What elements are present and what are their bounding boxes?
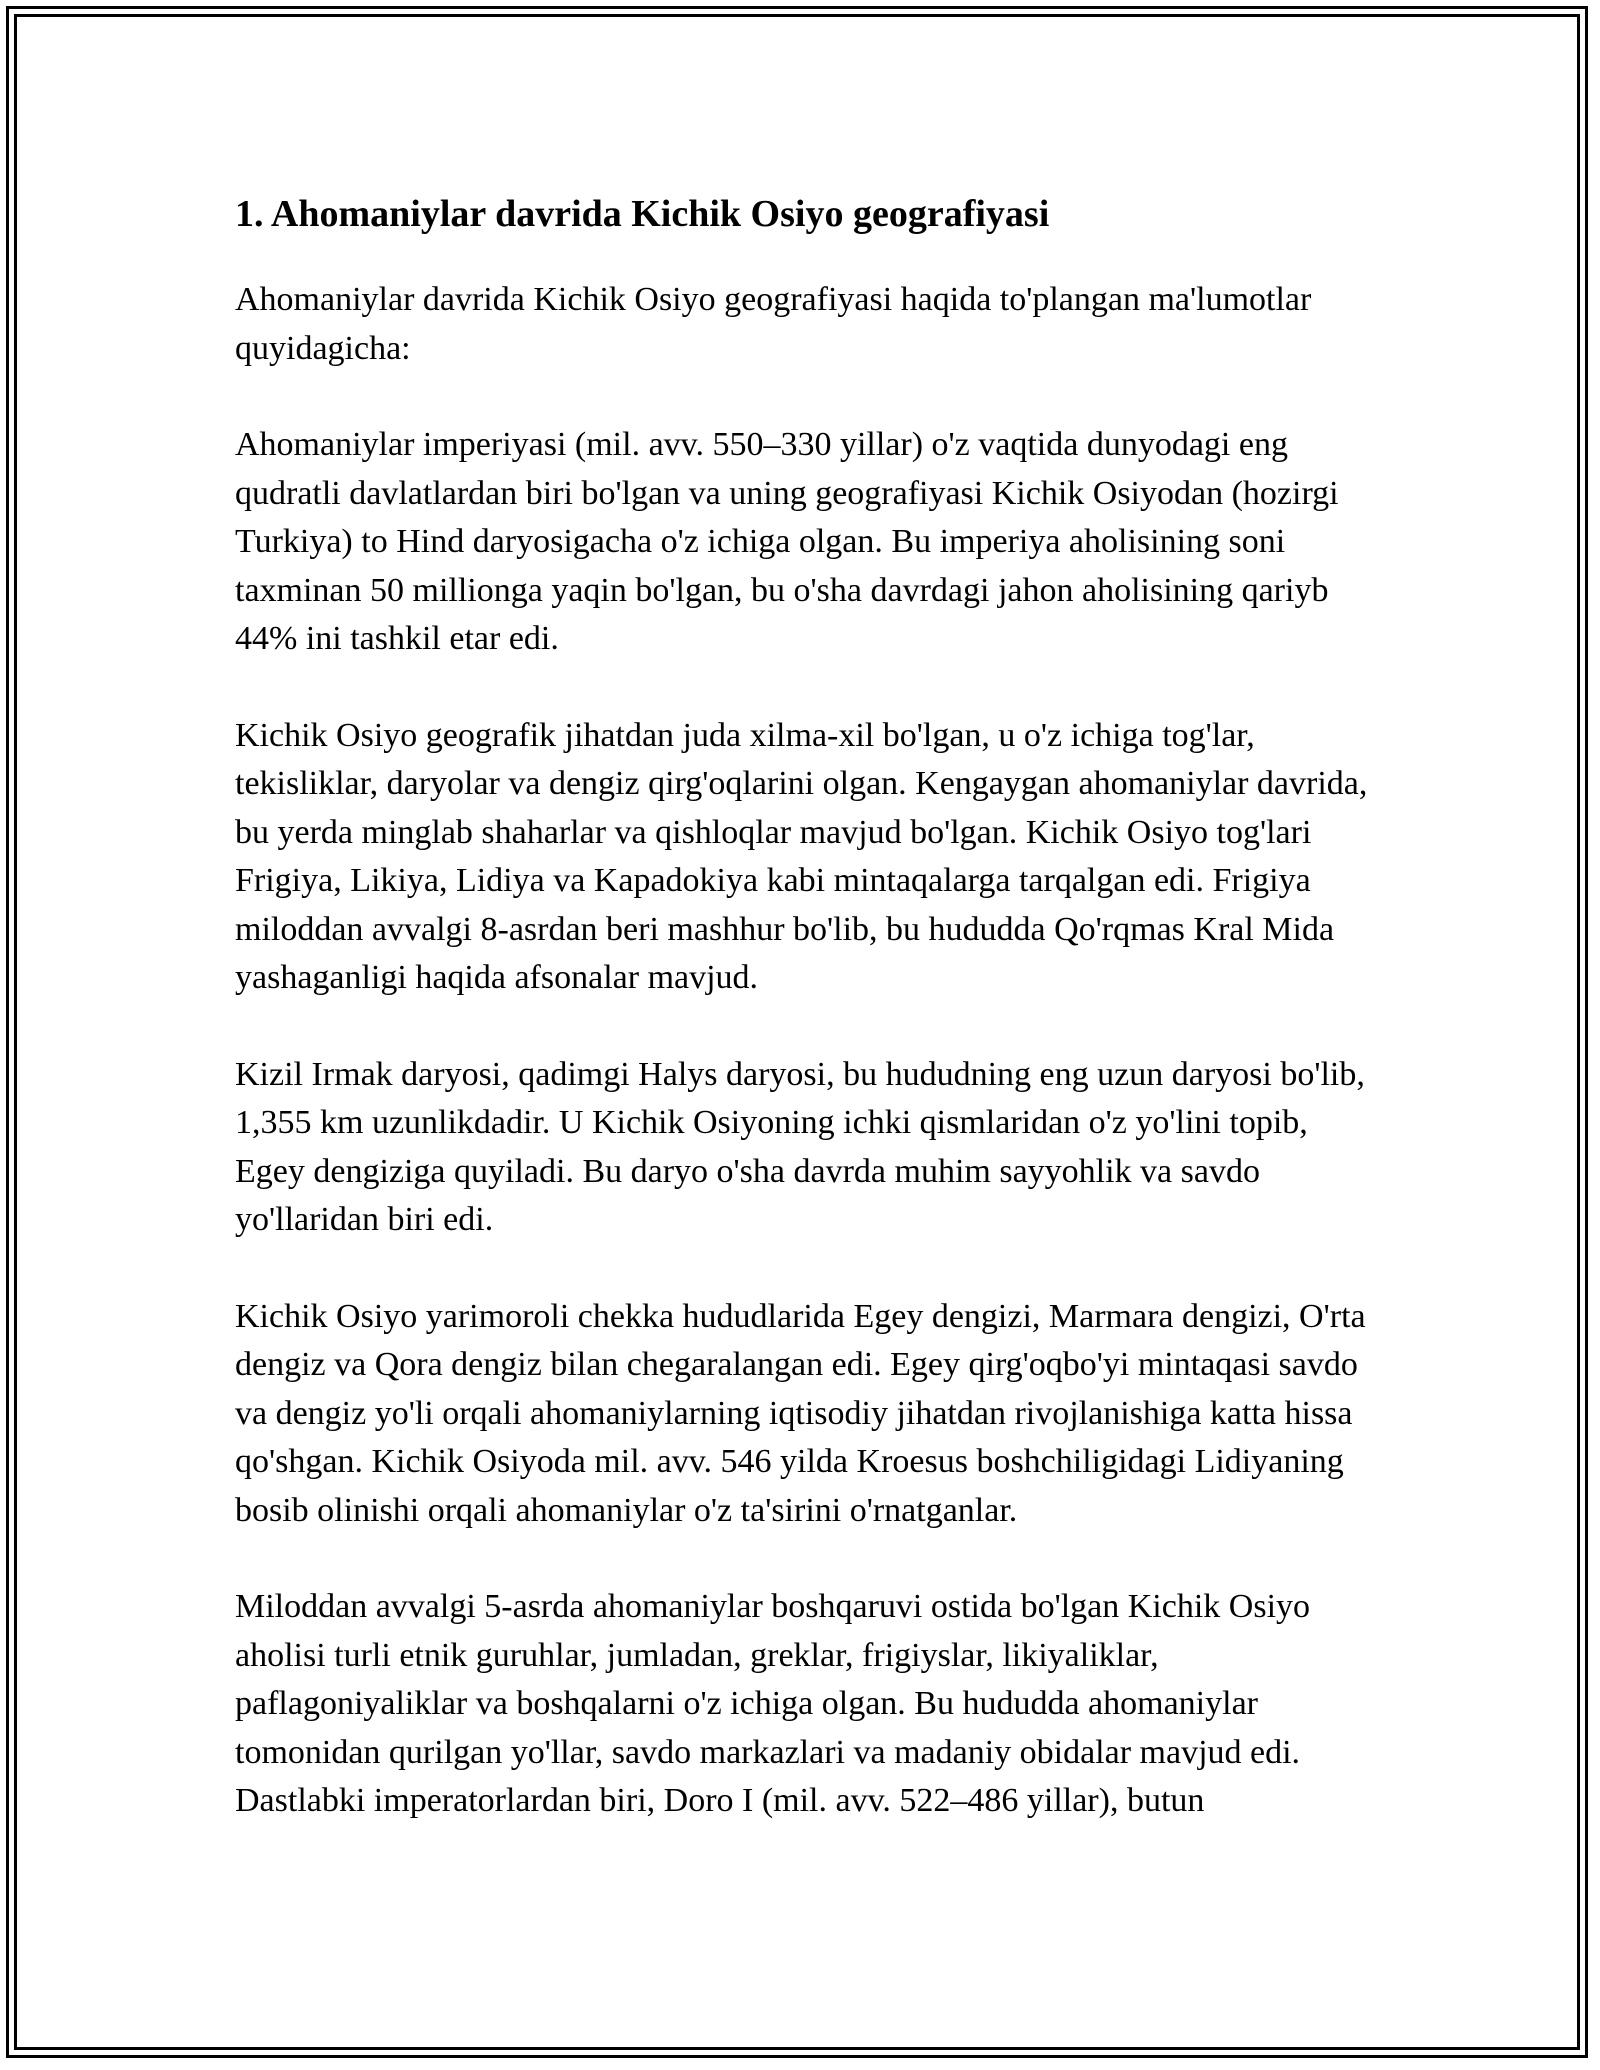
paragraph-river: Kizil Irmak daryosi, qadimgi Halys daryosi, bu hududning eng uzun daryosi bo'lib, 1,355 km uzunlikdadir. U Kichik Osiyoning ichki qismlaridan o'z yo'lini topib, Egey dengiziga quyiladi. Bu daryo o'sha davrda muhim sayyohlik va savdo yo'llaridan biri edi. <box>235 1055 1365 1238</box>
paragraph-population: Miloddan avvalgi 5-asrda ahomaniylar boshqaruvi ostida bo'lgan Kichik Osiyo aholisi turli etnik guruhlar, jumladan, greklar, frigiyslar, likiyaliklar, paflagoniyaliklar va boshqalarni o'z ichiga olgan. Bu hududda ahomaniylar tomonidan qurilgan yo'llar, savdo markazlari va madaniy obidalar mavjud edi. Dastlabki imperatorlardan biri, Doro I (mil. avv. 522–486 yillar), butun <box>235 1588 1311 1819</box>
paragraph-geography: Kichik Osiyo geografik jihatdan juda xilma-xil bo'lgan, u o'z ichiga tog'lar, tekisliklar, daryolar va dengiz qirg'oqlarini olgan. Kengaygan ahomaniylar davrida, bu yerda minglab shaharlar va qishloqlar mavjud bo'lgan. Kichik Osiyo tog'lari Frigiya, Likiya, Lidiya va Kapadokiya kabi mintaqalarga tarqalgan edi. Frigiya miloddan avvalgi 8-asrdan beri mashhur bo'lib, bu hududda Qo'rqmas Kral Mida yashaganligi haqida afsonalar mavjud. <box>235 716 1368 996</box>
page-title: 1. Ahomaniylar davrida Kichik Osiyo geografiyasi <box>235 193 1050 235</box>
paragraph-intro: Ahomaniylar davrida Kichik Osiyo geografiyasi haqida to'plangan ma'lumotlar quyidagicha: <box>235 281 1312 367</box>
document-body <box>235 184 1375 1874</box>
paragraph-seas: Kichik Osiyo yarimoroli chekka hududlarida Egey dengizi, Marmara dengizi, O'rta dengiz va Qora dengiz bilan chegaralangan edi. Egey qirg'oqbo'yi mintaqasi savdo va dengiz yo'li orqali ahomaniylarning iqtisodiy jihatdan rivojlanishiga katta hissa qo'shgan. Kichik Osiyoda mil. avv. 546 yilda Kroesus boshchiligidagi Lidiyaning bosib olinishi orqali ahomaniylar o'z ta'sirini o'rnatganlar. <box>235 1297 1366 1529</box>
paragraph-empire: Ahomaniylar imperiyasi (mil. avv. 550–330 yillar) o'z vaqtida dunyodagi eng qudratli davlatlardan biri bo'lgan va uning geografiyasi Kichik Osiyodan (hozirgi Turkiya) to Hind daryosigacha o'z ichiga olgan. Bu imperiya aholisining soni taxminan 50 millionga yaqin bo'lgan, bu o'sha davrdagi jahon aholisining qariyb 44% ini tashkil etar edi. <box>235 426 1339 657</box>
